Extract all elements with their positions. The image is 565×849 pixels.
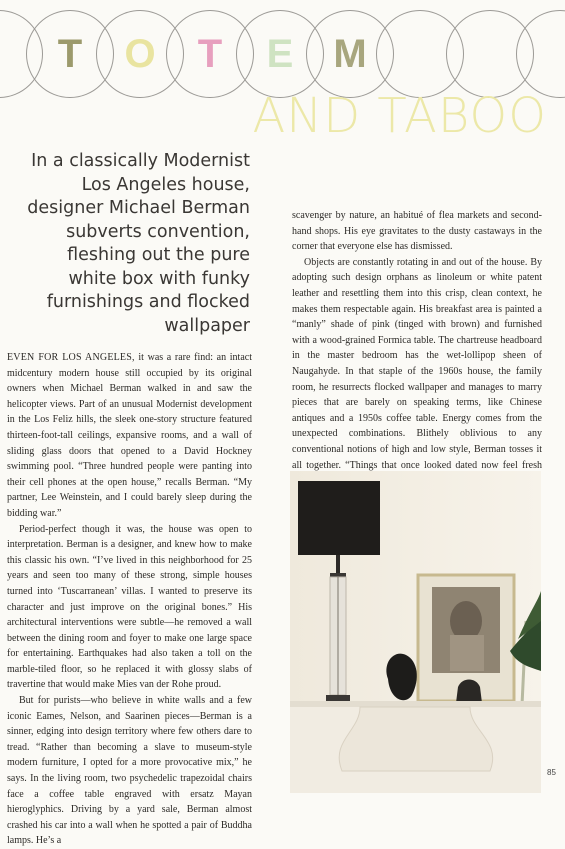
title-letter-o: O	[96, 10, 184, 98]
paragraph: scavenger by nature, an habitué of flea markets and second-hand shops. His eye gravitates to the dusty castaways in the corner that everyone else has dismissed.	[292, 210, 542, 253]
title-letter-t2: T	[166, 10, 254, 98]
title-letter-e: E	[236, 10, 324, 98]
body-column-right	[292, 208, 542, 489]
interior-photo	[290, 471, 541, 793]
title-circle-partial	[516, 10, 565, 98]
page-number: 85	[547, 768, 556, 777]
body-column-left	[7, 350, 252, 849]
subtitle: AND TABOO	[252, 88, 547, 144]
title-circles	[0, 10, 565, 98]
paragraph: EVEN FOR LOS ANGELES, it was a rare find: an intact midcentury modern house still occupied by its original owners when Michael Berman walked in and saw the helicopter views. Part of an unusual Modernist development in the Los Feliz hills, the sleek one-story structure featured thirteen-foot-tall ceilings, expansive rooms, and a wall of sliding glass doors that opened to a David Hockney swimming pool. “Three hundred people were panting into their cell phones at the open house,” recalls Berman. “My partner, Lee Weinstein, and I could barely sleep during the bidding war.”	[7, 352, 252, 519]
lead-in: EVEN FOR LOS ANGELES,	[7, 352, 135, 363]
title-letter-t: T	[26, 10, 114, 98]
paragraph: Period-perfect though it was, the house was open to interpretation. Berman is a designer, and knew how to make this classic his own. “I’ve lived in this neighborhood for 25 years and seen too many of these strong, simple houses turned into ‘Tuscarranean’ villas. I wanted to preserve its character and just improve on the original bones.” His architectural interventions were subtle—he removed a wall between the dining room and foyer to make one large space for entertaining. Earthquakes had also taken a toll on the marble-tiled floor, so he replaced it with glossy slabs of travertine that would make Mies van der Rohe proud.	[7, 523, 252, 691]
paragraph: But for purists—who believe in white walls and a few iconic Eames, Nelson, and Saarinen pieces—Berman is a sinner, edging into design territory where few others dare to tread. “Rather than becoming a slave to museum-style modern furniture, I opted for a more provocative mix,” he says. In the living room, two psychedelic trapezoidal chairs face a coffee table engraved with ersatz Mayan hieroglyphics. Driving by a yard sale, Berman almost crashed his car into a wall when he spotted a pair of Buddha lamps. He’s a	[7, 695, 252, 847]
paragraph: Objects are constantly rotating in and out of the house. By adopting such design orphans as linoleum or white patent leather and resettling them into this crisp, clean context, he makes them respectable again. His breakfast area is painted a “manly” shade of pink (tinged with brown) and furnished with a wood-grained Formica table. The chartreuse headboard in the master bedroom has the wet-lollipop sheen of Naugahyde. In that staple of the 1960s house, the family room, he resurrects flocked wallpaper and manages to marry pieces that are barely on speaking terms, like Chinese antiques and a 1950s coffee table. Energy comes from the unexpected combinations. Blithely oblivious to any conventional notions of high and low style, Berman tosses it all together. “Things that once looked dated now feel fresh	[292, 256, 542, 471]
title-letter-m: M	[306, 10, 394, 98]
deck: In a classically Modernist Los Angeles house, designer Michael Berman subverts convention, fleshing out the pure white box with funky furnishings and flocked wallpaper	[27, 151, 250, 336]
